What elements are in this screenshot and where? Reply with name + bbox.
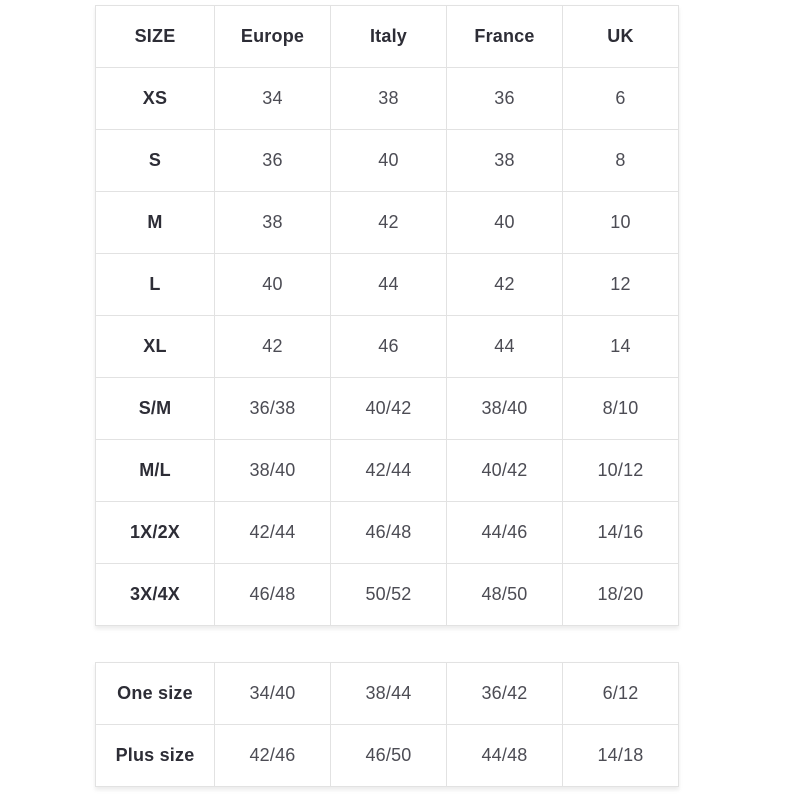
table-cell: 38 — [331, 68, 447, 130]
table-cell: 46/50 — [331, 725, 447, 787]
table-cell: 6/12 — [563, 663, 679, 725]
table-cell: 10/12 — [563, 440, 679, 502]
table-cell: 34 — [215, 68, 331, 130]
size-cell: 1X/2X — [96, 502, 215, 564]
header-row — [96, 6, 679, 68]
table-cell: 44/48 — [447, 725, 563, 787]
table-cell: 46 — [331, 316, 447, 378]
size-cell: L — [96, 254, 215, 316]
table-cell: 40 — [215, 254, 331, 316]
table-cell: 44/46 — [447, 502, 563, 564]
table-cell: 8 — [563, 130, 679, 192]
size-cell: XS — [96, 68, 215, 130]
table-cell: 18/20 — [563, 564, 679, 626]
table-cell: 36 — [215, 130, 331, 192]
table-cell: 42/44 — [331, 440, 447, 502]
table-cell: 36/42 — [447, 663, 563, 725]
size-cell: Plus size — [96, 725, 215, 787]
table-cell: 38 — [215, 192, 331, 254]
table-cell: 42 — [331, 192, 447, 254]
table-cell: 42 — [215, 316, 331, 378]
table-cell: 46/48 — [215, 564, 331, 626]
table-row-ml — [96, 440, 679, 502]
table-cell: 42/46 — [215, 725, 331, 787]
size-cell: S/M — [96, 378, 215, 440]
table-cell: 42 — [447, 254, 563, 316]
size-cell: M — [96, 192, 215, 254]
table-row-xl — [96, 316, 679, 378]
table-cell: 44 — [447, 316, 563, 378]
table-cell: 38/40 — [447, 378, 563, 440]
table-row-3x4x — [96, 564, 679, 626]
table-cell: 38 — [447, 130, 563, 192]
column-header-europe: Europe — [215, 6, 331, 68]
size-cell: XL — [96, 316, 215, 378]
column-header-italy: Italy — [331, 6, 447, 68]
table-cell: 40/42 — [331, 378, 447, 440]
table-cell: 6 — [563, 68, 679, 130]
table-cell: 12 — [563, 254, 679, 316]
table-cell: 14 — [563, 316, 679, 378]
table-row-1x2x — [96, 502, 679, 564]
table-cell: 48/50 — [447, 564, 563, 626]
table-cell: 38/40 — [215, 440, 331, 502]
table-cell: 46/48 — [331, 502, 447, 564]
column-header-uk: UK — [563, 6, 679, 68]
special-sizes-table — [95, 662, 679, 787]
table-cell: 40/42 — [447, 440, 563, 502]
size-cell: One size — [96, 663, 215, 725]
table-cell: 40 — [447, 192, 563, 254]
column-header-france: France — [447, 6, 563, 68]
table-cell: 42/44 — [215, 502, 331, 564]
table-cell: 34/40 — [215, 663, 331, 725]
table-row-s — [96, 130, 679, 192]
table-cell: 38/44 — [331, 663, 447, 725]
table-cell: 10 — [563, 192, 679, 254]
table-row-xs — [96, 68, 679, 130]
size-cell: M/L — [96, 440, 215, 502]
table-row-plus-size — [96, 725, 679, 787]
table-cell: 50/52 — [331, 564, 447, 626]
table-cell: 14/16 — [563, 502, 679, 564]
table-cell: 14/18 — [563, 725, 679, 787]
size-cell: S — [96, 130, 215, 192]
tables-container — [95, 5, 678, 787]
table-cell: 36 — [447, 68, 563, 130]
table-row-one-size — [96, 663, 679, 725]
size-conversion-table — [95, 5, 679, 626]
column-header-size: SIZE — [96, 6, 215, 68]
table-cell: 36/38 — [215, 378, 331, 440]
table-row-l — [96, 254, 679, 316]
table-row-m — [96, 192, 679, 254]
table-cell: 44 — [331, 254, 447, 316]
size-cell: 3X/4X — [96, 564, 215, 626]
table-row-sm — [96, 378, 679, 440]
table-cell: 8/10 — [563, 378, 679, 440]
table-cell: 40 — [331, 130, 447, 192]
